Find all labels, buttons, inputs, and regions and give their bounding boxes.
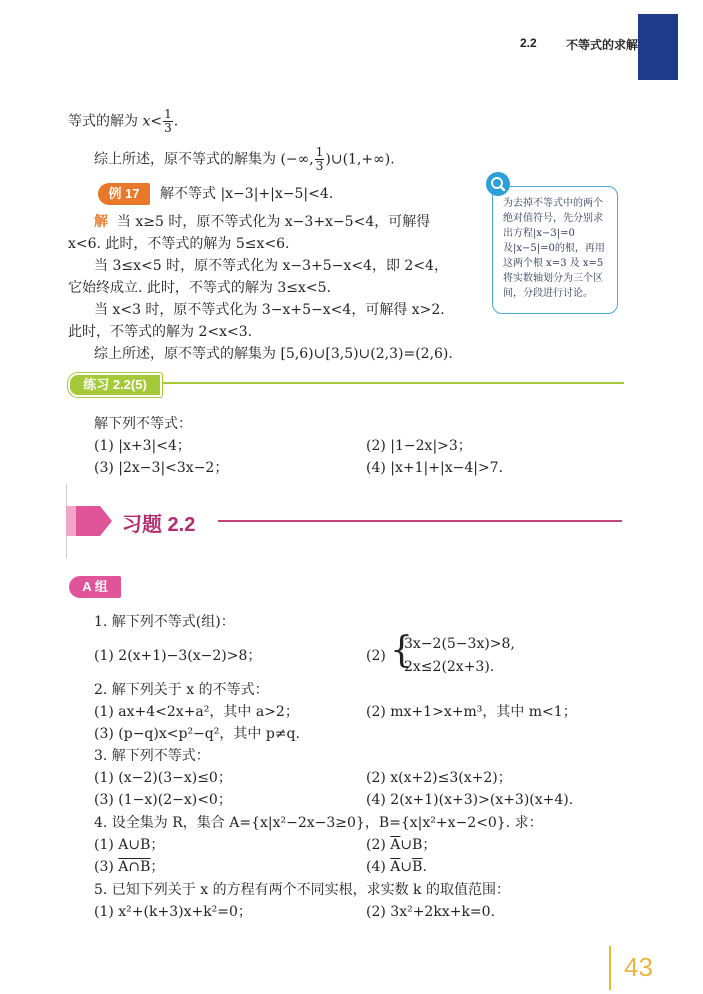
solution-text: 当 x≥5 时，原不等式化为 x−3+x−5<4，可解得: [116, 214, 431, 230]
fraction-denominator: 3: [164, 121, 172, 135]
q3-c: (3) (1−x)(2−x)<0；: [94, 792, 232, 808]
q5-stem: 5. 已知下列关于 x 的方程有两个不同实根，求实数 k 的取值范围：: [94, 882, 510, 898]
item-label: (2): [366, 837, 391, 853]
fraction-numerator: 1: [315, 145, 324, 159]
example-solution-line-3: 当 3≤x<5 时，原不等式化为 x−3+5−x<4，即 2<4，: [94, 258, 448, 274]
side-note-text: 为去掉不等式中的两个绝对值符号，先分别求出方程|x−3|=0及|x−5|=0的根，再用这两个根 x=3 及 x=5 将实数轴划分为三个区间，分段进行讨论。: [503, 198, 605, 299]
page-number: 43: [624, 952, 653, 982]
exercise-arrow-icon: [66, 506, 112, 536]
section-number: 2.2: [520, 36, 537, 50]
fraction: [315, 146, 325, 173]
complement-set: $\overline{A}$: [390, 837, 401, 853]
practice-item-4: (4) |x+1|+|x−4|>7.: [366, 460, 504, 476]
text-fragment: 综上所述，原不等式的解集为: [94, 151, 281, 168]
q5-b: (2) 3x²+2kx+k=0.: [366, 904, 496, 920]
example-problem: 解不等式 |x−3|+|x−5|<4.: [160, 186, 334, 202]
q2-stem: 2. 解下列关于 x 的不等式：: [94, 682, 269, 698]
q4-c: [94, 857, 164, 877]
example-solution-line-1: [94, 212, 430, 232]
text-fragment: ；: [150, 859, 165, 875]
group-badge: A 组: [69, 576, 121, 598]
fraction-denominator: 3: [315, 159, 324, 173]
example-solution-line-5: 当 x<3 时，原不等式化为 3−x+5−x<4，可解得 x>2.: [94, 302, 445, 318]
exercise-title: 习题 2.2: [122, 514, 196, 536]
example-solution-line-4: 它始终成立. 此时，不等式的解为 3≤x<5.: [68, 280, 331, 296]
text-fragment: .: [422, 859, 427, 875]
q1-b-label: (2): [366, 648, 386, 664]
q1-b-line-2: 2x≤2(2x+3).: [404, 659, 495, 675]
page-number-rule: [609, 946, 611, 990]
example-solution-line-2: x<6. 此时，不等式的解为 5≤x<6.: [68, 236, 290, 252]
text-fragment: ∪: [400, 859, 413, 875]
item-label: (3): [94, 859, 119, 875]
header-accent-bar: [638, 14, 678, 80]
q4-stem: 4. 设全集为 R，集合 A={x|x²−2x−3≥0}，B={x|x²+x−2<0}. 求：: [94, 815, 543, 831]
complement-set: $\overline{B}$: [412, 859, 423, 875]
q3-stem: 3. 解下列不等式：: [94, 748, 210, 764]
math-var: x: [142, 113, 151, 130]
interval-left: (−∞,: [280, 151, 314, 168]
continuation-line-2: [94, 146, 395, 173]
q1-b-line-1: 3x−2(5−3x)>8,: [404, 636, 515, 652]
solution-label: 解: [94, 214, 108, 230]
q2-c: (3) (p−q)x<p²−q²，其中 p≠q.: [94, 726, 300, 742]
system-brace: {: [390, 630, 413, 671]
practice-badge: 练习 2.2(5): [68, 373, 162, 397]
q5-a: (1) x²+(k+3)x+k²=0；: [94, 904, 252, 920]
section-title: 不等式的求解: [566, 38, 639, 52]
math-rel: <: [150, 113, 163, 130]
q3-a: (1) (x−2)(3−x)≤0；: [94, 770, 232, 786]
q1-stem: 1. 解下列不等式(组)：: [94, 614, 235, 630]
practice-item-3: (3) |2x−3|<3x−2；: [94, 460, 229, 476]
complement-set: A∩B: [118, 859, 151, 875]
complement-set: $\overline{A}$: [390, 859, 401, 875]
fraction-numerator: 1: [164, 107, 172, 121]
text-fragment: ∪B；: [400, 837, 437, 853]
magnifier-icon: [486, 172, 510, 196]
q4-d: [366, 857, 427, 877]
text-fragment: 等式的解为: [68, 113, 143, 130]
item-label: (4): [366, 859, 391, 875]
example-badge: 例 17: [98, 183, 150, 205]
exercise-title-rule: [218, 520, 622, 522]
practice-instruction: 解下列不等式：: [94, 416, 192, 432]
q4-b: [366, 835, 436, 855]
q2-b: (2) mx+1>x+m³，其中 m<1；: [366, 704, 577, 720]
text-fragment: .: [173, 113, 179, 130]
q2-a: (1) ax+4<2x+a²，其中 a>2；: [94, 704, 299, 720]
fraction: [163, 108, 173, 135]
practice-item-1: (1) |x+3|<4；: [94, 438, 191, 454]
practice-item-2: (2) |1−2x|>3；: [366, 438, 472, 454]
q3-b: (2) x(x+2)≤3(x+2)；: [366, 770, 512, 786]
interval-right: )∪(1,+∞).: [325, 151, 395, 168]
q3-d: (4) 2(x+1)(x+3)>(x+3)(x+4).: [366, 792, 574, 808]
q4-a: (1) A∪B；: [94, 837, 165, 853]
example-solution-line-6: 此时，不等式的解为 2<x<3.: [68, 324, 253, 340]
continuation-line-1: [68, 108, 178, 135]
q1-a: (1) 2(x+1)−3(x−2)>8；: [94, 648, 262, 664]
example-solution-line-7: 综上所述，原不等式的解集为 [5,6)∪[3,5)∪(2,3)=(2,6).: [94, 346, 453, 362]
